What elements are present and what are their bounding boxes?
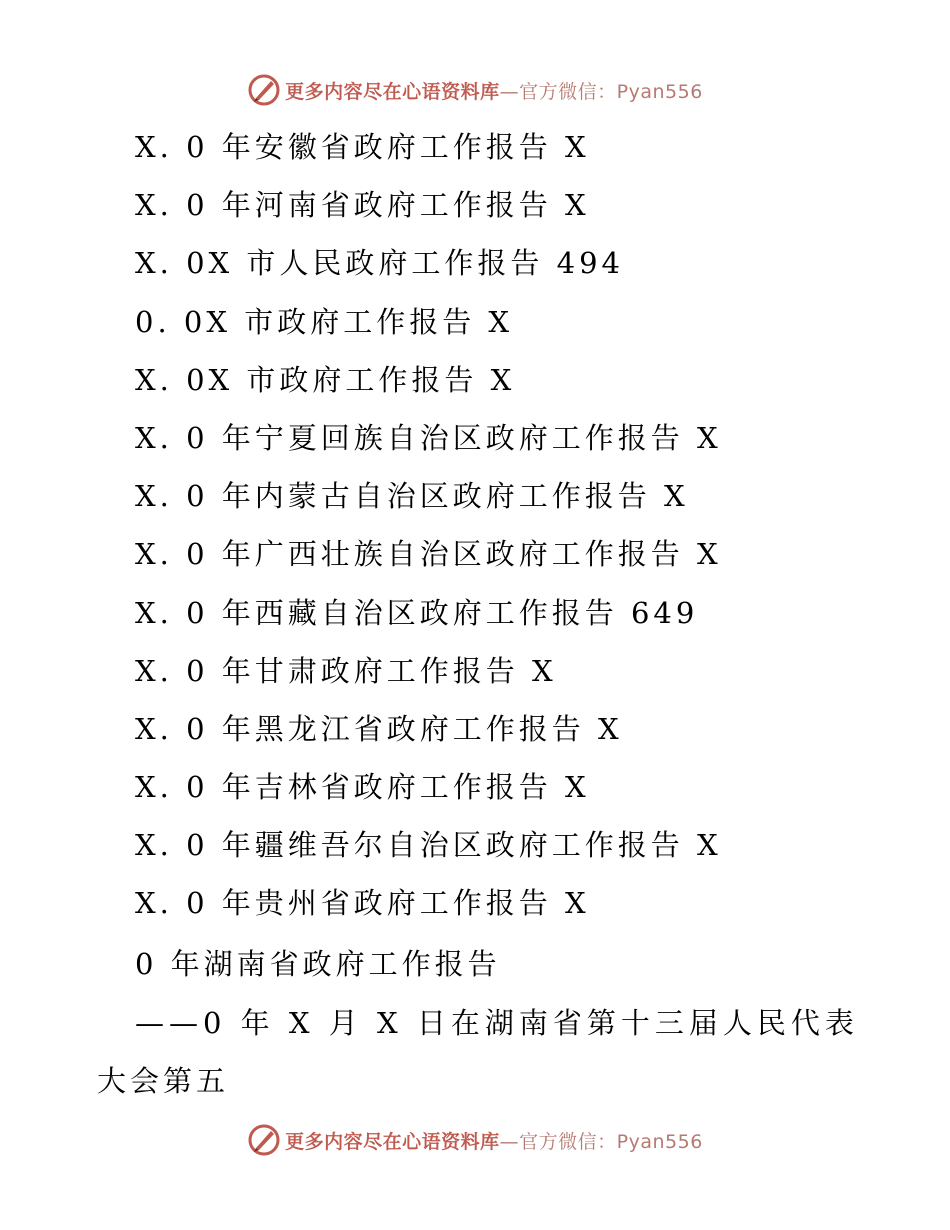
quill-pen-logo-icon <box>247 1123 281 1157</box>
footer-banner <box>0 1120 950 1160</box>
banner-separator: — <box>499 80 520 103</box>
banner-separator: — <box>499 1130 520 1153</box>
toc-item: X. 0X 市人民政府工作报告 494 <box>135 246 624 281</box>
report-title: 0 年湖南省政府工作报告 <box>135 947 501 981</box>
toc-item: X. 0 年西藏自治区政府工作报告 649 <box>135 595 699 630</box>
banner-site-name: 更多内容尽在心语资料库 <box>285 1130 500 1153</box>
table-of-contents <box>135 118 935 933</box>
banner-wechat: 官方微信：Pyan556 <box>519 1130 703 1153</box>
toc-item: X. 0 年安徽省政府工作报告 X <box>135 130 590 164</box>
report-subtitle-line-1: ——0 年 X 月 X 日在湖南省第十三届人民代表 <box>135 1006 859 1040</box>
toc-item: 0. 0X 市政府工作报告 X <box>135 304 514 339</box>
banner-text <box>285 77 703 104</box>
toc-item: X. 0 年内蒙古自治区政府工作报告 X <box>135 479 689 514</box>
toc-item: X. 0 年广西壮族自治区政府工作报告 X <box>135 537 722 572</box>
quill-pen-logo-icon <box>247 73 281 107</box>
banner-wechat: 官方微信：Pyan556 <box>519 80 703 103</box>
toc-item: X. 0 年甘肃政府工作报告 X <box>135 653 557 688</box>
toc-item: X. 0 年黑龙江省政府工作报告 X <box>135 711 623 746</box>
header-banner <box>0 70 950 110</box>
toc-item: X. 0 年宁夏回族自治区政府工作报告 X <box>135 420 722 455</box>
banner-text <box>285 1127 703 1154</box>
toc-item: X. 0X 市政府工作报告 X <box>135 362 516 397</box>
toc-item: X. 0 年吉林省政府工作报告 X <box>135 770 590 805</box>
toc-item: X. 0 年河南省政府工作报告 X <box>135 188 590 223</box>
toc-item: X. 0 年疆维吾尔自治区政府工作报告 X <box>135 828 722 863</box>
report-subtitle-line-2: 大会第五 <box>97 1064 230 1098</box>
toc-item: X. 0 年贵州省政府工作报告 X <box>135 886 590 921</box>
banner-site-name: 更多内容尽在心语资料库 <box>285 80 500 103</box>
